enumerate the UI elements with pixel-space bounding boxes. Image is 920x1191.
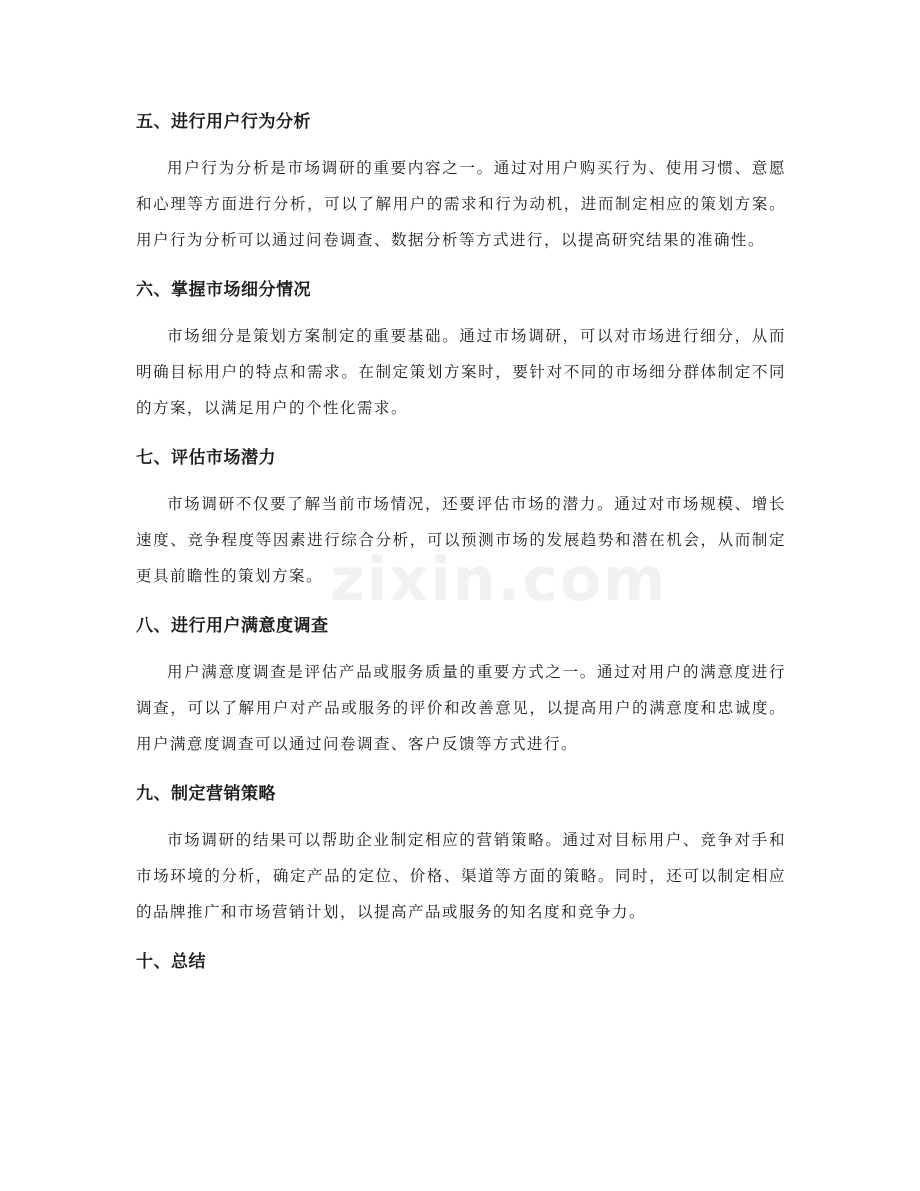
- section-paragraph-7: 市场调研不仅要了解当前市场情况，还要评估市场的潜力。通过对市场规模、增长速度、竞争程度等因素进行综合分析，可以预测市场的发展趋势和潜在机会，从而制定更具前瞻性的策划方案。: [136, 495, 786, 585]
- document-content: [136, 104, 786, 980]
- section-heading-10: 十、总结: [136, 952, 206, 972]
- section-heading-5: 五、进行用户行为分析: [136, 112, 311, 132]
- section-heading-7: 七、评估市场潜力: [136, 448, 276, 468]
- section-paragraph-6: 市场细分是策划方案制定的重要基础。通过市场调研，可以对市场进行细分，从而明确目标用户的特点和需求。在制定策划方案时，要针对不同的市场细分群体制定不同的方案，以满足用户的个性化需求。: [136, 327, 786, 417]
- section-heading-6: 六、掌握市场细分情况: [136, 280, 311, 300]
- watermark: zixin.com: [330, 545, 668, 615]
- section-paragraph-9: 市场调研的结果可以帮助企业制定相应的营销策略。通过对目标用户、竞争对手和市场环境的分析，确定产品的定位、价格、渠道等方面的策略。同时，还可以制定相应的品牌推广和市场营销计划，以提高产品或服务的知名度和竞争力。: [136, 831, 786, 921]
- section-heading-9: 九、制定营销策略: [136, 784, 276, 804]
- section-paragraph-5: 用户行为分析是市场调研的重要内容之一。通过对用户购买行为、使用习惯、意愿和心理等方面进行分析，可以了解用户的需求和行为动机，进而制定相应的策划方案。用户行为分析可以通过问卷调查、数据分析等方式进行，以提高研究结果的准确性。: [136, 159, 786, 249]
- section-heading-8: 八、进行用户满意度调查: [136, 616, 329, 636]
- section-paragraph-8: 用户满意度调查是评估产品或服务质量的重要方式之一。通过对用户的满意度进行调查，可以了解用户对产品或服务的评价和改善意见，以提高用户的满意度和忠诚度。用户满意度调查可以通过问卷调查、客户反馈等方式进行。: [136, 663, 786, 753]
